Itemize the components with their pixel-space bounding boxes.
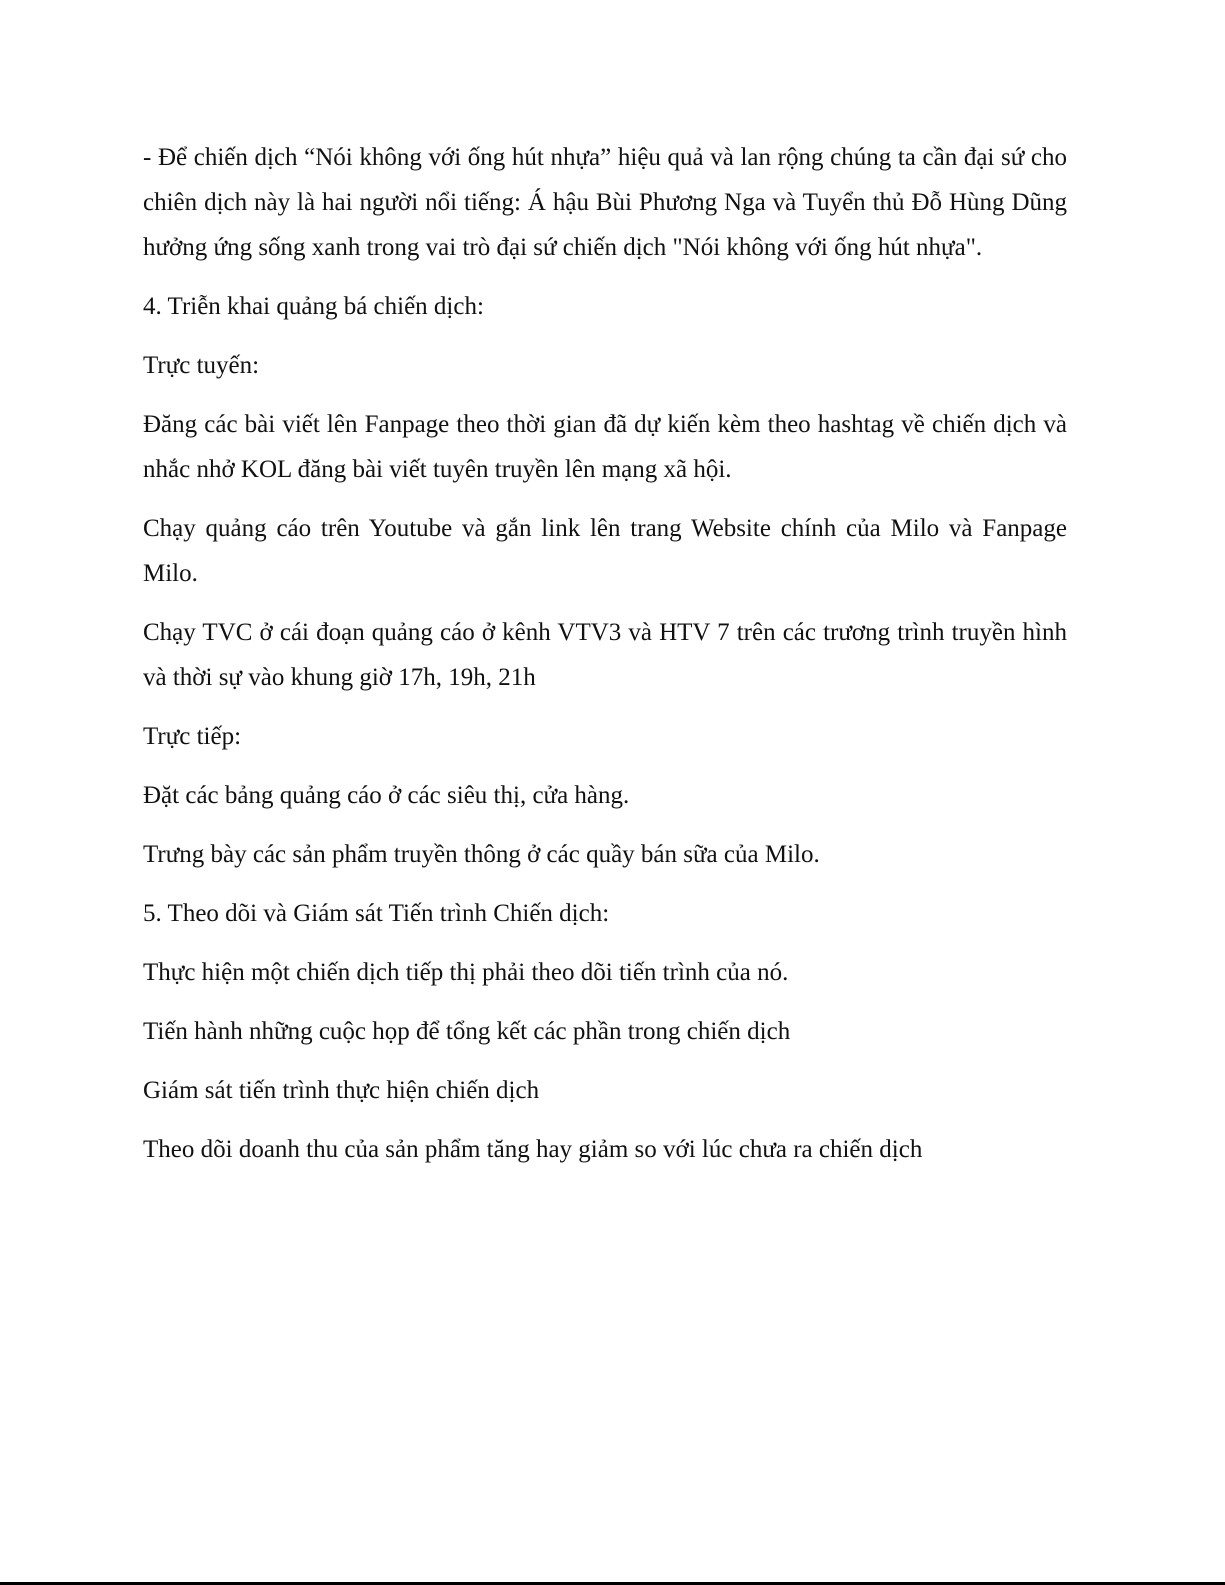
paragraph-billboards: Đặt các bảng quảng cáo ở các siêu thị, cửa hàng. <box>143 782 630 809</box>
paragraph-monitor-progress: Thực hiện một chiến dịch tiếp thị phải theo dõi tiến trình của nó. <box>143 959 789 986</box>
paragraph-tvc: Chạy TVC ở cái đoạn quảng cáo ở kênh VTV3 và HTV 7 trên các trương trình truyền hình và thời sự vào khung giờ 17h, 19h, 21h <box>143 619 1067 691</box>
subheading-online: Trực tuyến: <box>143 352 260 379</box>
paragraph-revenue: Theo dõi doanh thu của sản phẩm tăng hay giảm so với lúc chưa ra chiến dịch <box>143 1136 923 1163</box>
paragraph-supervise: Giám sát tiến trình thực hiện chiến dịch <box>143 1077 540 1104</box>
paragraph-meetings: Tiến hành những cuộc họp để tổng kết các phần trong chiến dịch <box>143 1018 791 1045</box>
document-body <box>143 135 1067 1186</box>
paragraph-ambassadors: - Để chiến dịch “Nói không với ống hút nhựa” hiệu quả và lan rộng chúng ta cần đại sứ cho chiên dịch này là hai người nổi tiếng: Á hậu Bùi Phương Nga và Tuyển thủ Đỗ Hùng Dũng hưởng ứng sống xanh trong vai trò đại sứ chiến dịch "Nói không với ống hút nhựa". <box>143 144 1067 261</box>
subheading-offline: Trực tiếp: <box>143 723 242 750</box>
paragraph-display: Trưng bày các sản phẩm truyền thông ở các quầy bán sữa của Milo. <box>143 841 820 868</box>
paragraph-fanpage-posts: Đăng các bài viết lên Fanpage theo thời gian đã dự kiến kèm theo hashtag về chiến dịch và nhắc nhở KOL đăng bài viết tuyên truyền lên mạng xã hội. <box>143 411 1067 483</box>
heading-section-5: 5. Theo dõi và Giám sát Tiến trình Chiến dịch: <box>143 900 610 927</box>
heading-section-4: 4. Triễn khai quảng bá chiến dịch: <box>143 293 484 320</box>
paragraph-youtube-ads: Chạy quảng cáo trên Youtube và gắn link lên trang Website chính của Milo và Fanpage Milo. <box>143 515 1067 587</box>
